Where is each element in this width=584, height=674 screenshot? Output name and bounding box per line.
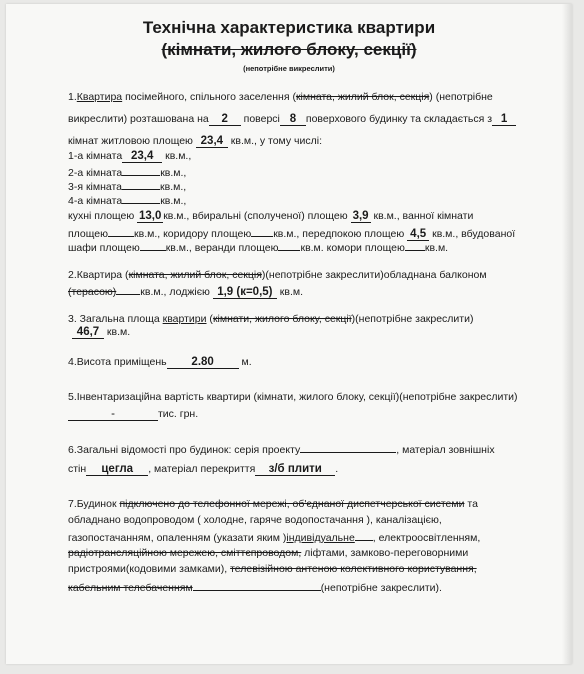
document-title: Технічна характеристика квартири	[142, 18, 436, 37]
s7-line6: кабельним телебаченням (непотрібне закреслити).	[68, 582, 442, 594]
loggia-value: 1,9 (к=0,5)	[213, 286, 277, 299]
hallway-value: 4,5	[407, 228, 429, 241]
room-4-row: 4-а кімната кв.м.,	[68, 195, 187, 207]
s2-line2: (терасою) кв.м., лоджією 1,9 (к=0,5) кв.м.	[68, 286, 304, 298]
ceiling-value: з/б плити	[255, 463, 335, 476]
s1-line2: викреслити) розташована на 2 поверсі 8 поверхового будинку та складається з 1	[68, 113, 516, 126]
s4-line: 4.Висота приміщень 2.80 м.	[68, 356, 252, 368]
rooms-value: 1	[492, 113, 516, 126]
s6-line2: стін цегла , матеріал перекриття з/б плити .	[68, 463, 339, 475]
document-page	[6, 4, 572, 664]
s2-line1: 2.Квартира (кімната, жилий блок, секція)(непотрібне закреслити)обладнана балконом	[68, 269, 487, 281]
s6-line1: 6.Загальні відомості про будинок: серія проекту , матеріал зовнішніх	[68, 444, 495, 456]
s1-line1: 1.Квартира посімейного, спільного заселення (кімната, жилий блок, секція) (непотрібне	[68, 91, 493, 103]
kitchen-value: 13,0	[139, 210, 162, 222]
document-subtitle: (кімнати, жилого блоку, секції)	[161, 40, 417, 59]
room-2-row: 2-а кімната кв.м.,	[68, 167, 187, 179]
s1-closet-line: шафи площею кв.м., веранди площею кв.м. комори площею кв.м.	[68, 242, 449, 254]
total-area-value: 46,7	[72, 326, 104, 339]
s3-line1: 3. Загальна площа квартири (кімнати, жилого блоку, секції)(непотрібне закреслити)	[68, 313, 474, 325]
s5-line1: 5.Інвентаризаційна вартість квартири (кімнати, жилого блоку, секції)(непотрібне закреслити)	[68, 391, 518, 403]
room-1-row: 1-а кімната 23,4 кв.м.,	[68, 150, 192, 162]
page-edge-shadow	[562, 4, 572, 664]
s1-kitchen-line: кухні площею 13,0 кв.м., вбиральні (сполученої) площею 3,9 кв.м., ванної кімнати	[68, 210, 474, 222]
s7-line3: газопостачанням, опаленням (указати яким )індивідуальне , електроосвітленням,	[68, 532, 481, 544]
s3-line2: 46,7 кв.м.	[72, 326, 130, 339]
s1-line3: кімнат житловою площею 23,4 кв.м., у тому числі:	[68, 135, 323, 147]
s7-line1: 7.Будинок підключено до телефонної мережі, об'єднаної диспетчерської системи та	[68, 498, 478, 510]
floors-total-value: 8	[280, 113, 306, 126]
valuation-value: -	[68, 408, 158, 421]
s1-corridor-line: площею кв.м., коридору площею кв.м., передпокою площею 4,5 кв.м., вбудованої	[68, 228, 516, 240]
s7-line5: пристроями(кодовими замками), телевізійною антеною колективного користування,	[68, 563, 477, 575]
living-area-value: 23,4	[196, 135, 228, 148]
wc-value: 3,9	[352, 210, 369, 222]
walls-value: цегла	[86, 463, 148, 476]
document-note: (непотрібне викреслити)	[243, 64, 335, 73]
floor-value: 2	[209, 113, 241, 126]
heating-value: індивідуальне	[286, 532, 355, 544]
s5-line2: - тис. грн.	[68, 408, 198, 421]
room-1-value: 23,4	[122, 150, 162, 163]
height-value: 2.80	[167, 356, 239, 369]
room-3-row: 3-я кімната кв.м.,	[68, 181, 187, 193]
s7-line4: радіотрансляційною мережею, сміттєпроводом, ліфтами, замково-переговорними	[68, 547, 469, 559]
s7-line2: обладнано водопроводом ( холодне, гаряче водопостачання ), каналізацією,	[68, 514, 442, 526]
